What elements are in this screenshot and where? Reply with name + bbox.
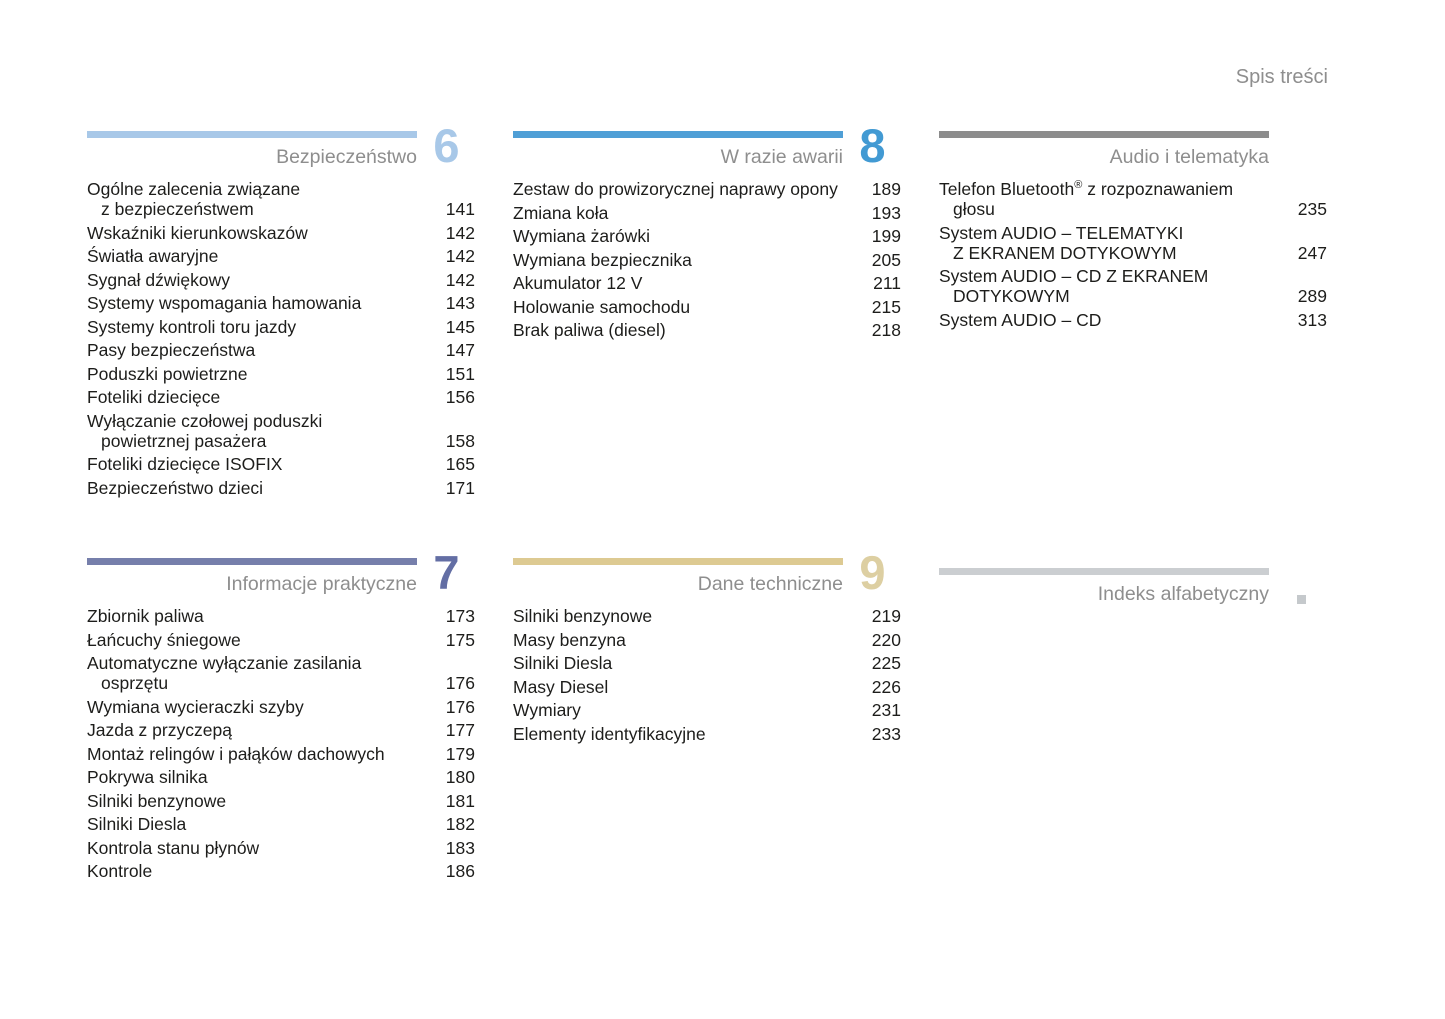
toc-entry-line: Wymiana bezpiecznika bbox=[513, 249, 692, 270]
toc-entry-page: 165 bbox=[445, 454, 475, 474]
toc-entry-page: 247 bbox=[1297, 242, 1327, 263]
toc-entry-label bbox=[513, 273, 865, 293]
section-title: Informacje praktyczne bbox=[226, 573, 417, 595]
toc-entry-line: Systemy kontroli toru jazdy bbox=[87, 316, 297, 337]
toc-entry-line: Z EKRANEM DOTYKOWYM bbox=[953, 242, 1177, 263]
toc-entry[interactable] bbox=[939, 179, 1327, 219]
toc-entry[interactable] bbox=[939, 266, 1327, 306]
section-title: Audio i telematyka bbox=[1109, 146, 1269, 168]
toc-page-heading: Spis treści bbox=[1235, 66, 1328, 88]
toc-entry[interactable] bbox=[513, 606, 901, 626]
toc-entry-label bbox=[87, 387, 438, 407]
toc-entry-page: 151 bbox=[445, 363, 475, 384]
toc-entry[interactable] bbox=[87, 606, 475, 626]
toc-entry-label bbox=[513, 320, 864, 340]
toc-entry-line: DOTYKOWYM bbox=[953, 286, 1070, 306]
toc-entry[interactable] bbox=[513, 677, 901, 697]
section-color-bar bbox=[939, 568, 1269, 575]
section-items bbox=[87, 179, 475, 498]
toc-entry[interactable] bbox=[87, 246, 475, 266]
toc-entry-label bbox=[87, 478, 438, 498]
toc-entry[interactable] bbox=[513, 700, 901, 720]
toc-entry-page: 177 bbox=[445, 720, 475, 740]
toc-entry-page: 231 bbox=[871, 700, 901, 720]
toc-entry[interactable] bbox=[939, 223, 1327, 263]
section-header bbox=[513, 546, 901, 599]
toc-entry[interactable] bbox=[87, 814, 475, 834]
toc-entry-label bbox=[87, 223, 438, 243]
toc-entry-page: 145 bbox=[445, 316, 475, 337]
toc-entry-page: 235 bbox=[1297, 199, 1327, 219]
toc-entry-label bbox=[513, 724, 864, 744]
toc-entry-line: Elementy identyfikacyjne bbox=[513, 723, 706, 744]
toc-entry-line: Telefon Bluetooth® z rozpoznawaniem bbox=[939, 179, 1234, 199]
toc-entry-label bbox=[513, 630, 864, 650]
toc-entry[interactable] bbox=[87, 270, 475, 290]
toc-entry-page: 313 bbox=[1297, 309, 1327, 330]
toc-entry-line: Montaż relingów i pałąków dachowych bbox=[87, 743, 385, 764]
toc-entry-page: 175 bbox=[445, 629, 475, 650]
toc-entry-page: 183 bbox=[445, 837, 475, 858]
toc-entry-line: System AUDIO – CD bbox=[939, 309, 1102, 330]
toc-entry[interactable] bbox=[513, 653, 901, 673]
toc-entry-label bbox=[87, 814, 438, 834]
toc-entry-label bbox=[513, 179, 864, 199]
toc-entry-page: 211 bbox=[873, 273, 901, 293]
toc-entry-line: Poduszki powietrzne bbox=[87, 363, 248, 384]
toc-entry-line: System AUDIO – CD Z EKRANEM bbox=[939, 266, 1209, 286]
toc-entry-line: Foteliki dziecięce ISOFIX bbox=[87, 454, 283, 474]
section-title: Dane techniczne bbox=[697, 573, 843, 595]
toc-entry-line: Łańcuchy śniegowe bbox=[87, 629, 241, 650]
toc-entry-page: 193 bbox=[871, 202, 901, 223]
toc-entry[interactable] bbox=[513, 724, 901, 744]
toc-entry-label bbox=[513, 653, 864, 673]
toc-entry-label bbox=[513, 203, 864, 223]
toc-entry[interactable] bbox=[513, 630, 901, 650]
toc-entry-page: 176 bbox=[445, 696, 475, 717]
toc-entry-label bbox=[87, 246, 438, 266]
toc-entry-label bbox=[87, 744, 438, 764]
toc-entry[interactable] bbox=[513, 226, 901, 246]
toc-entry-label bbox=[87, 179, 438, 219]
toc-entry-line: Kontrola stanu płynów bbox=[87, 837, 260, 858]
toc-entry-page: 171 bbox=[445, 477, 475, 498]
toc-entry[interactable] bbox=[513, 179, 901, 199]
toc-entry-line: z bezpieczeństwem bbox=[101, 199, 254, 219]
section-title: W razie awarii bbox=[720, 146, 843, 168]
toc-entry[interactable] bbox=[939, 310, 1327, 330]
toc-entry-page: 186 bbox=[445, 861, 475, 881]
section-color-bar bbox=[513, 131, 843, 138]
section-items bbox=[87, 606, 475, 881]
section-number: 6 bbox=[433, 119, 459, 172]
toc-section-informacje-praktyczne bbox=[87, 546, 475, 885]
toc-entry-page: 233 bbox=[871, 723, 901, 744]
toc-entry-line: Holowanie samochodu bbox=[513, 296, 691, 317]
toc-entry-line: Masy benzyna bbox=[513, 629, 626, 650]
section-number: 8 bbox=[859, 119, 885, 172]
toc-entry[interactable] bbox=[513, 203, 901, 223]
toc-entry-line: Zbiornik paliwa bbox=[87, 606, 204, 626]
toc-entry-label bbox=[87, 861, 438, 881]
toc-entry-label bbox=[939, 266, 1290, 306]
toc-entry-line: Wskaźniki kierunkowskazów bbox=[87, 222, 308, 243]
toc-entry[interactable] bbox=[513, 273, 901, 293]
section-header bbox=[939, 568, 1327, 605]
toc-entry-line: Wymiary bbox=[513, 700, 581, 720]
toc-entry-line: Zmiana koła bbox=[513, 202, 609, 223]
toc-entry[interactable] bbox=[87, 340, 475, 360]
toc-entry[interactable] bbox=[87, 293, 475, 313]
toc-entry[interactable] bbox=[87, 179, 475, 219]
toc-entry[interactable] bbox=[513, 297, 901, 317]
toc-entry-label bbox=[513, 250, 864, 270]
toc-entry[interactable] bbox=[87, 223, 475, 243]
section-title: Bezpieczeństwo bbox=[276, 146, 417, 168]
toc-entry-label bbox=[87, 293, 438, 313]
toc-entry-page: 158 bbox=[445, 430, 475, 451]
toc-entry[interactable] bbox=[87, 861, 475, 881]
toc-entry-label bbox=[87, 653, 438, 693]
toc-entry[interactable] bbox=[87, 653, 475, 693]
toc-entry-label bbox=[87, 411, 438, 451]
toc-entry-line: Silniki benzynowe bbox=[87, 790, 227, 811]
toc-entry-label bbox=[87, 720, 438, 740]
toc-entry-page: 220 bbox=[871, 629, 901, 650]
toc-entry-label bbox=[87, 791, 438, 811]
toc-entry-line: Kontrole bbox=[87, 861, 153, 881]
toc-entry-line: Ogólne zalecenia związane bbox=[87, 179, 301, 199]
section-header bbox=[513, 119, 901, 172]
toc-entry-page: 176 bbox=[445, 673, 475, 693]
toc-entry-label bbox=[87, 606, 438, 626]
toc-entry[interactable] bbox=[87, 454, 475, 474]
toc-entry-line: System AUDIO – TELEMATYKI bbox=[939, 222, 1184, 243]
toc-entry-line: Jazda z przyczepą bbox=[87, 720, 232, 740]
toc-entry-page: 205 bbox=[871, 249, 901, 270]
toc-entry[interactable] bbox=[87, 767, 475, 787]
toc-entry-line: Światła awaryjne bbox=[87, 246, 219, 266]
toc-entry-page: 156 bbox=[445, 387, 475, 407]
toc-entry-page: 142 bbox=[445, 222, 475, 243]
section-items bbox=[513, 606, 901, 744]
section-color-bar bbox=[87, 131, 417, 138]
toc-entry-line: Akumulator 12 V bbox=[513, 273, 643, 293]
section-number: 9 bbox=[859, 546, 885, 599]
toc-entry[interactable] bbox=[87, 697, 475, 717]
toc-entry-label bbox=[87, 340, 438, 360]
toc-entry[interactable] bbox=[87, 791, 475, 811]
toc-entry-line: Pokrywa silnika bbox=[87, 767, 208, 787]
section-number: 7 bbox=[433, 546, 459, 599]
toc-entry-label bbox=[513, 606, 864, 626]
toc-entry-label bbox=[513, 226, 864, 246]
toc-entry-label bbox=[513, 700, 864, 720]
toc-entry-page: 143 bbox=[445, 293, 475, 313]
toc-entry-label bbox=[513, 297, 864, 317]
toc-entry-page: 225 bbox=[871, 653, 901, 673]
index-square-marker bbox=[1297, 595, 1306, 604]
section-color-bar bbox=[513, 558, 843, 565]
toc-entry-page: 199 bbox=[871, 226, 901, 246]
toc-entry-label bbox=[87, 270, 438, 290]
toc-entry-line: Masy Diesel bbox=[513, 676, 609, 697]
toc-entry-label bbox=[939, 179, 1290, 219]
toc-entry-page: 173 bbox=[445, 606, 475, 626]
toc-entry-line: Systemy wspomagania hamowania bbox=[87, 293, 362, 313]
toc-entry[interactable] bbox=[513, 320, 901, 340]
toc-entry-line: Foteliki dziecięce bbox=[87, 387, 221, 407]
toc-entry-page: 226 bbox=[871, 676, 901, 697]
toc-entry-line: Zestaw do prowizorycznej naprawy opony bbox=[513, 179, 838, 199]
toc-entry[interactable] bbox=[87, 387, 475, 407]
toc-entry-label bbox=[513, 677, 864, 697]
toc-entry-label bbox=[87, 454, 438, 474]
toc-entry[interactable] bbox=[87, 478, 475, 498]
toc-entry-label bbox=[87, 317, 438, 337]
toc-entry-page: 142 bbox=[445, 246, 475, 266]
section-items bbox=[513, 179, 901, 340]
toc-entry-line: powietrznej pasażera bbox=[101, 430, 267, 451]
toc-section-dane-techniczne bbox=[513, 546, 901, 885]
toc-entry[interactable] bbox=[87, 364, 475, 384]
toc-entry-page: 289 bbox=[1297, 286, 1327, 306]
toc-entry-page: 147 bbox=[445, 340, 475, 360]
toc-entry[interactable] bbox=[513, 250, 901, 270]
toc-entry[interactable] bbox=[87, 838, 475, 858]
toc-entry-label bbox=[87, 838, 438, 858]
toc-entry[interactable] bbox=[87, 720, 475, 740]
toc-entry-page: 219 bbox=[871, 606, 901, 626]
toc-entry[interactable] bbox=[87, 630, 475, 650]
toc-section-indeks-alfabetyczny bbox=[939, 568, 1327, 885]
toc-entry-page: 218 bbox=[871, 320, 901, 340]
toc-entry-page: 182 bbox=[445, 814, 475, 834]
toc-section-w-razie-awarii bbox=[513, 119, 901, 558]
toc-entry-page: 180 bbox=[445, 767, 475, 787]
section-items bbox=[939, 179, 1327, 330]
toc-entry-line: Brak paliwa (diesel) bbox=[513, 320, 666, 340]
toc-entry-label bbox=[87, 697, 438, 717]
section-header bbox=[939, 131, 1327, 168]
toc-entry-line: Wymiana wycieraczki szyby bbox=[87, 696, 304, 717]
toc-entry-page: 179 bbox=[445, 743, 475, 764]
toc-entry-line: Automatyczne wyłączanie zasilania bbox=[87, 653, 362, 673]
toc-entry-line: Silniki Diesla bbox=[87, 814, 187, 834]
section-color-bar bbox=[87, 558, 417, 565]
toc-entry-label bbox=[939, 310, 1290, 330]
toc-entry-page: 142 bbox=[445, 269, 475, 290]
toc-entry-label bbox=[87, 630, 438, 650]
toc-entry[interactable] bbox=[87, 744, 475, 764]
toc-entry[interactable] bbox=[87, 317, 475, 337]
toc-entry-line: głosu bbox=[953, 199, 995, 219]
section-header bbox=[87, 119, 475, 172]
toc-entry-line: Wymiana żarówki bbox=[513, 226, 650, 246]
section-header bbox=[87, 546, 475, 599]
toc-entry-label bbox=[87, 364, 438, 384]
toc-entry-line: Wyłączanie czołowej poduszki bbox=[87, 410, 323, 431]
toc-section-bezpieczenstwo bbox=[87, 119, 475, 558]
toc-entry-line: osprzętu bbox=[101, 673, 169, 693]
section-title: Indeks alfabetyczny bbox=[1097, 583, 1269, 605]
toc-entry-page: 215 bbox=[871, 296, 901, 317]
toc-entry-page: 189 bbox=[871, 179, 901, 199]
toc-entry-line: Sygnał dźwiękowy bbox=[87, 269, 230, 290]
toc-entry-label bbox=[87, 767, 438, 787]
registered-trademark-sup: ® bbox=[1074, 179, 1083, 192]
toc-entry-line: Silniki Diesla bbox=[513, 653, 613, 673]
section-color-bar bbox=[939, 131, 1269, 138]
toc-grid bbox=[87, 119, 1328, 885]
toc-section-audio-i-telematyka bbox=[939, 131, 1327, 558]
toc-entry-line: Silniki benzynowe bbox=[513, 606, 653, 626]
toc-entry-line: Bezpieczeństwo dzieci bbox=[87, 477, 264, 498]
toc-entry-line: Pasy bezpieczeństwa bbox=[87, 340, 256, 360]
toc-entry-label bbox=[939, 223, 1290, 263]
toc-entry-page: 181 bbox=[445, 790, 475, 811]
toc-entry-page: 141 bbox=[445, 199, 475, 219]
toc-entry[interactable] bbox=[87, 411, 475, 451]
